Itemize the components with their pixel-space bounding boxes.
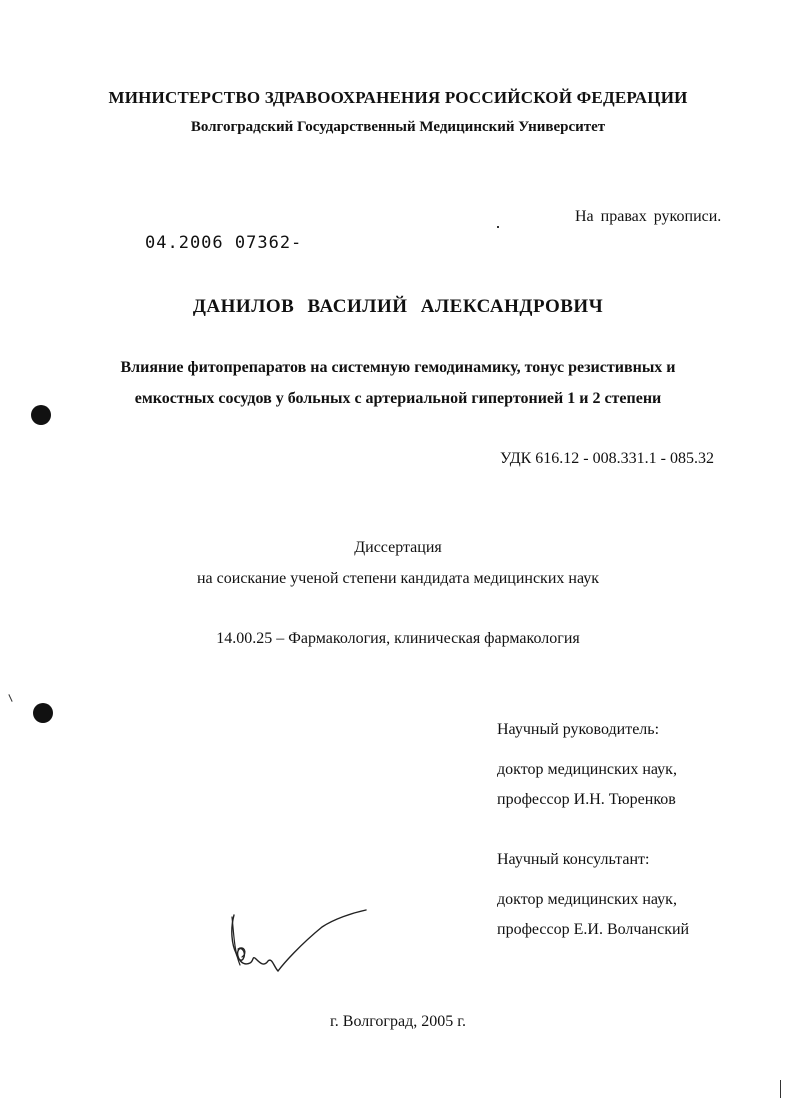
binder-hole-bottom xyxy=(33,703,53,723)
advisor-name: профессор И.Н. Тюренков xyxy=(497,791,676,808)
dissertation-title-line-2: емкостных сосудов у больных с артериальной гипертонией 1 и 2 степени xyxy=(134,390,662,407)
advisor-label: Научный руководитель: xyxy=(497,721,660,738)
advisor-degree: доктор медицинских наук, xyxy=(497,761,677,778)
scan-mark-corner xyxy=(780,1080,781,1098)
manuscript-note: На правах рукописи. xyxy=(575,208,722,225)
signature-image xyxy=(222,905,372,990)
dissertation-title-line-1: Влияние фитопрепаратов на системную гемодинамику, тонус резистивных и xyxy=(120,359,676,376)
consultant-label: Научный консультант: xyxy=(497,851,650,868)
scan-speck xyxy=(497,226,499,228)
ministry-heading: МИНИСТЕРСТВО ЗДРАВООХРАНЕНИЯ РОССИЙСКОЙ ФЕДЕРАЦИИ xyxy=(108,88,688,107)
udk-code: УДК 616.12 - 008.331.1 - 085.32 xyxy=(500,450,714,467)
scan-mark xyxy=(8,694,12,702)
consultant-degree: доктор медицинских наук, xyxy=(497,891,677,908)
dissertation-type: Диссертация xyxy=(354,539,442,556)
author-name: ДАНИЛОВ ВАСИЛИЙ АЛЕКСАНДРОВИЧ xyxy=(192,296,604,317)
university-heading: Волгоградский Государственный Медицинский Университет xyxy=(190,119,606,135)
registration-number: 04.2006 07362- xyxy=(145,233,303,253)
city-year: г. Волгоград, 2005 г. xyxy=(330,1013,466,1030)
specialty: 14.00.25 – Фармакология, клиническая фармакология xyxy=(216,630,580,647)
consultant-name: профессор Е.И. Волчанский xyxy=(497,921,690,938)
binder-hole-top xyxy=(31,405,51,425)
degree-sought: на соискание ученой степени кандидата медицинских наук xyxy=(196,570,600,587)
signature-stroke xyxy=(232,910,366,971)
